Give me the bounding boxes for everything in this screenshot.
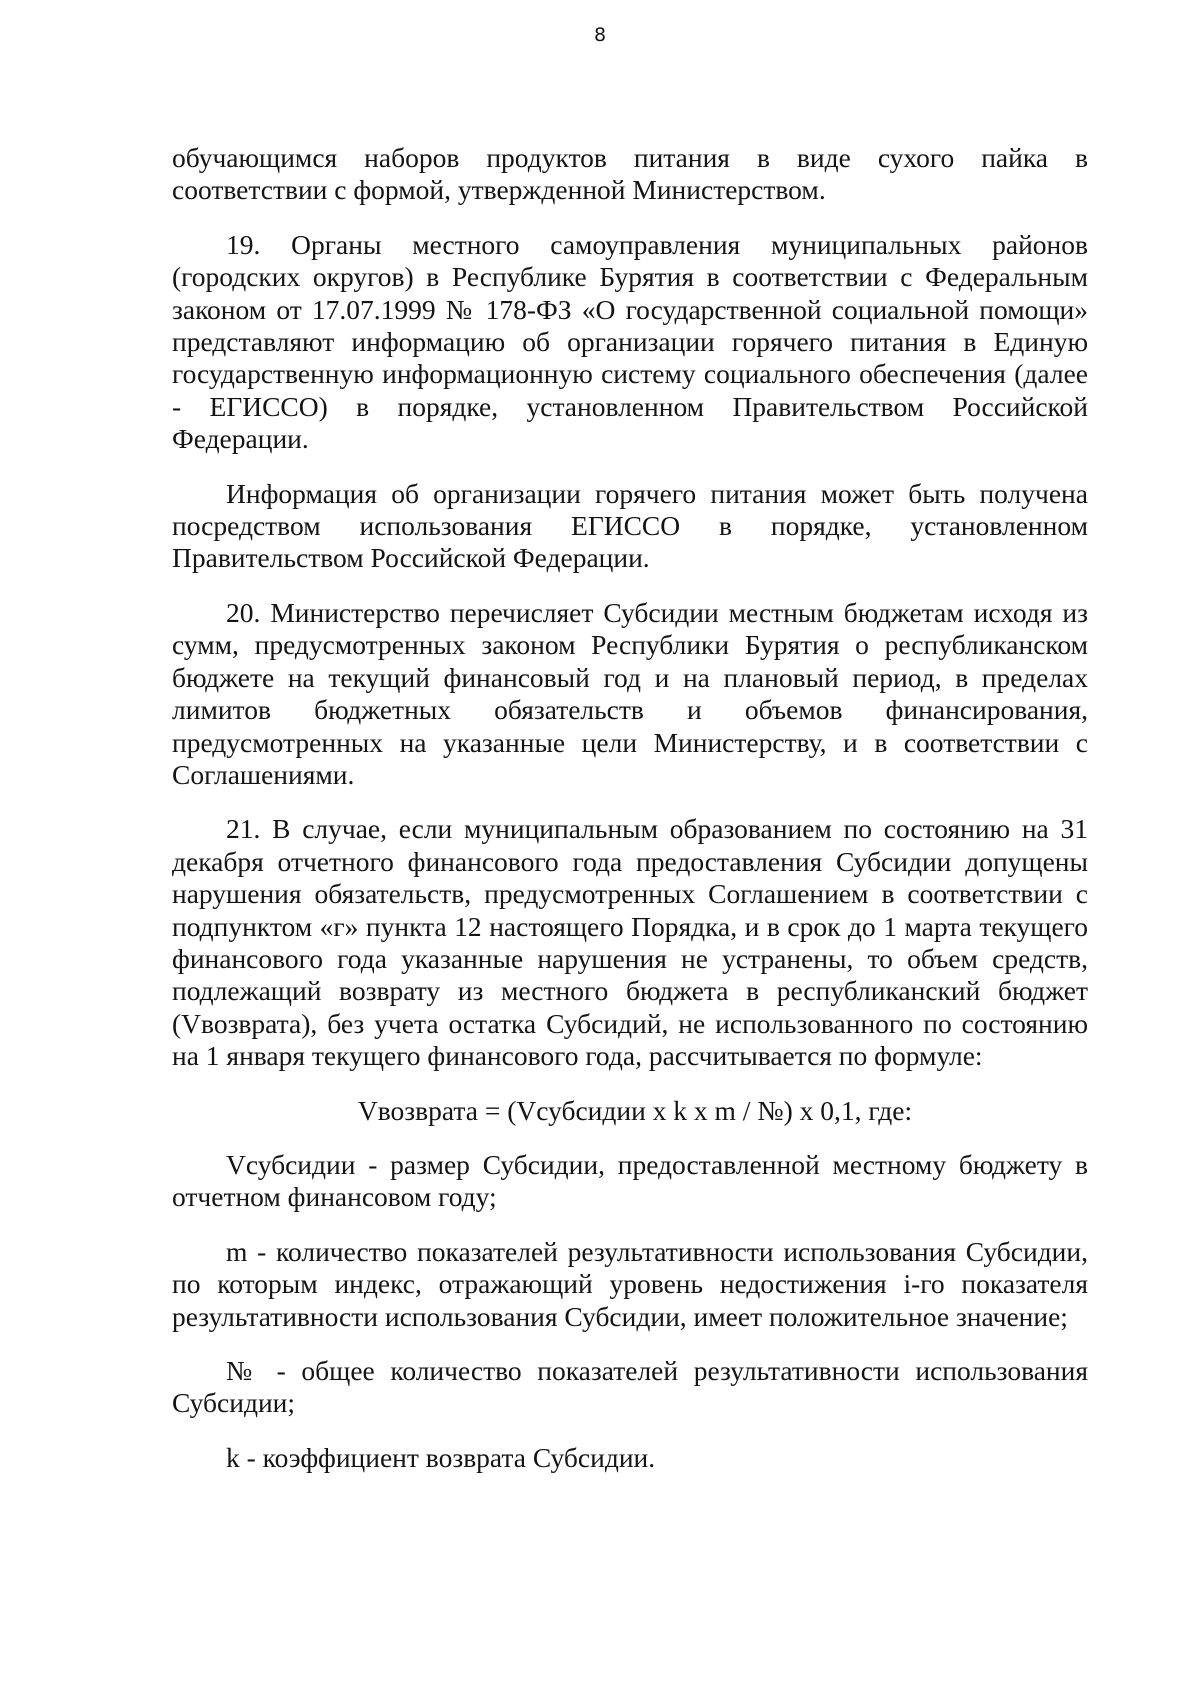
definition-m: m - количество показателей результативности использования Субсидии, по которым индекс, отражающий уровень недостижения i-го показателя результативности использования Субсидии, имеет положительное значение;: [172, 1235, 1088, 1332]
paragraph-item-20: 20. Министерство перечисляет Субсидии местным бюджетам исходя из сумм, предусмотренных законом Республики Бурятия о республиканском бюджете на текущий финансовый год и на плановый период, в пределах лимитов бюджетных обязательств и объемов финансирования, предусмотренных на указанные цели Министерству, и в соответствии с Соглашениями.: [172, 596, 1088, 790]
document-body: [172, 142, 1088, 1474]
definition-v-subsidy: Vсубсидии - размер Субсидии, предоставленной местному бюджету в отчетном финансовом году;: [172, 1148, 1088, 1213]
page-number: 8: [593, 24, 607, 46]
paragraph-item-19: 19. Органы местного самоуправления муниципальных районов (городских округов) в Республике Бурятия в соответствии с Федеральным законом от 17.07.1999 № 178-ФЗ «О государственной социальной помощи» представляют информацию об организации горячего питания в Единую государственную информационную систему социального обеспечения (далее - ЕГИССО) в порядке, установленном Правительством Российской Федерации.: [172, 228, 1088, 455]
paragraph-continuation: обучающимся наборов продуктов питания в виде сухого пайка в соответствии с формой, утвержденной Министерством.: [172, 142, 1088, 206]
formula: Vвозврата = (Vсубсидии x k x m / №) x 0,1, где:: [357, 1094, 913, 1126]
paragraph-item-21: 21. В случае, если муниципальным образованием по состоянию на 31 декабря отчетного финансового года предоставления Субсидии допущены нарушения обязательств, предусмотренных Соглашением в соответствии с подпунктом «г» пункта 12 настоящего Порядка, и в срок до 1 марта текущего финансового года указанные нарушения не устранены, то объем средств, подлежащий возврату из местного бюджета в республиканский бюджет (Vвозврата), без учета остатка Субсидий, не использованного по состоянию на 1 января текущего финансового года, рассчитывается по формуле:: [172, 813, 1088, 1072]
paragraph-egisso-info: Информация об организации горячего питания может быть получена посредством использования ЕГИССО в порядке, установленном Правительством Российской Федерации.: [172, 477, 1088, 574]
definition-k: k - коэффициент возврата Субсидии.: [226, 1441, 656, 1473]
definition-n: № - общее количество показателей результативности использования Субсидии;: [172, 1355, 1088, 1419]
